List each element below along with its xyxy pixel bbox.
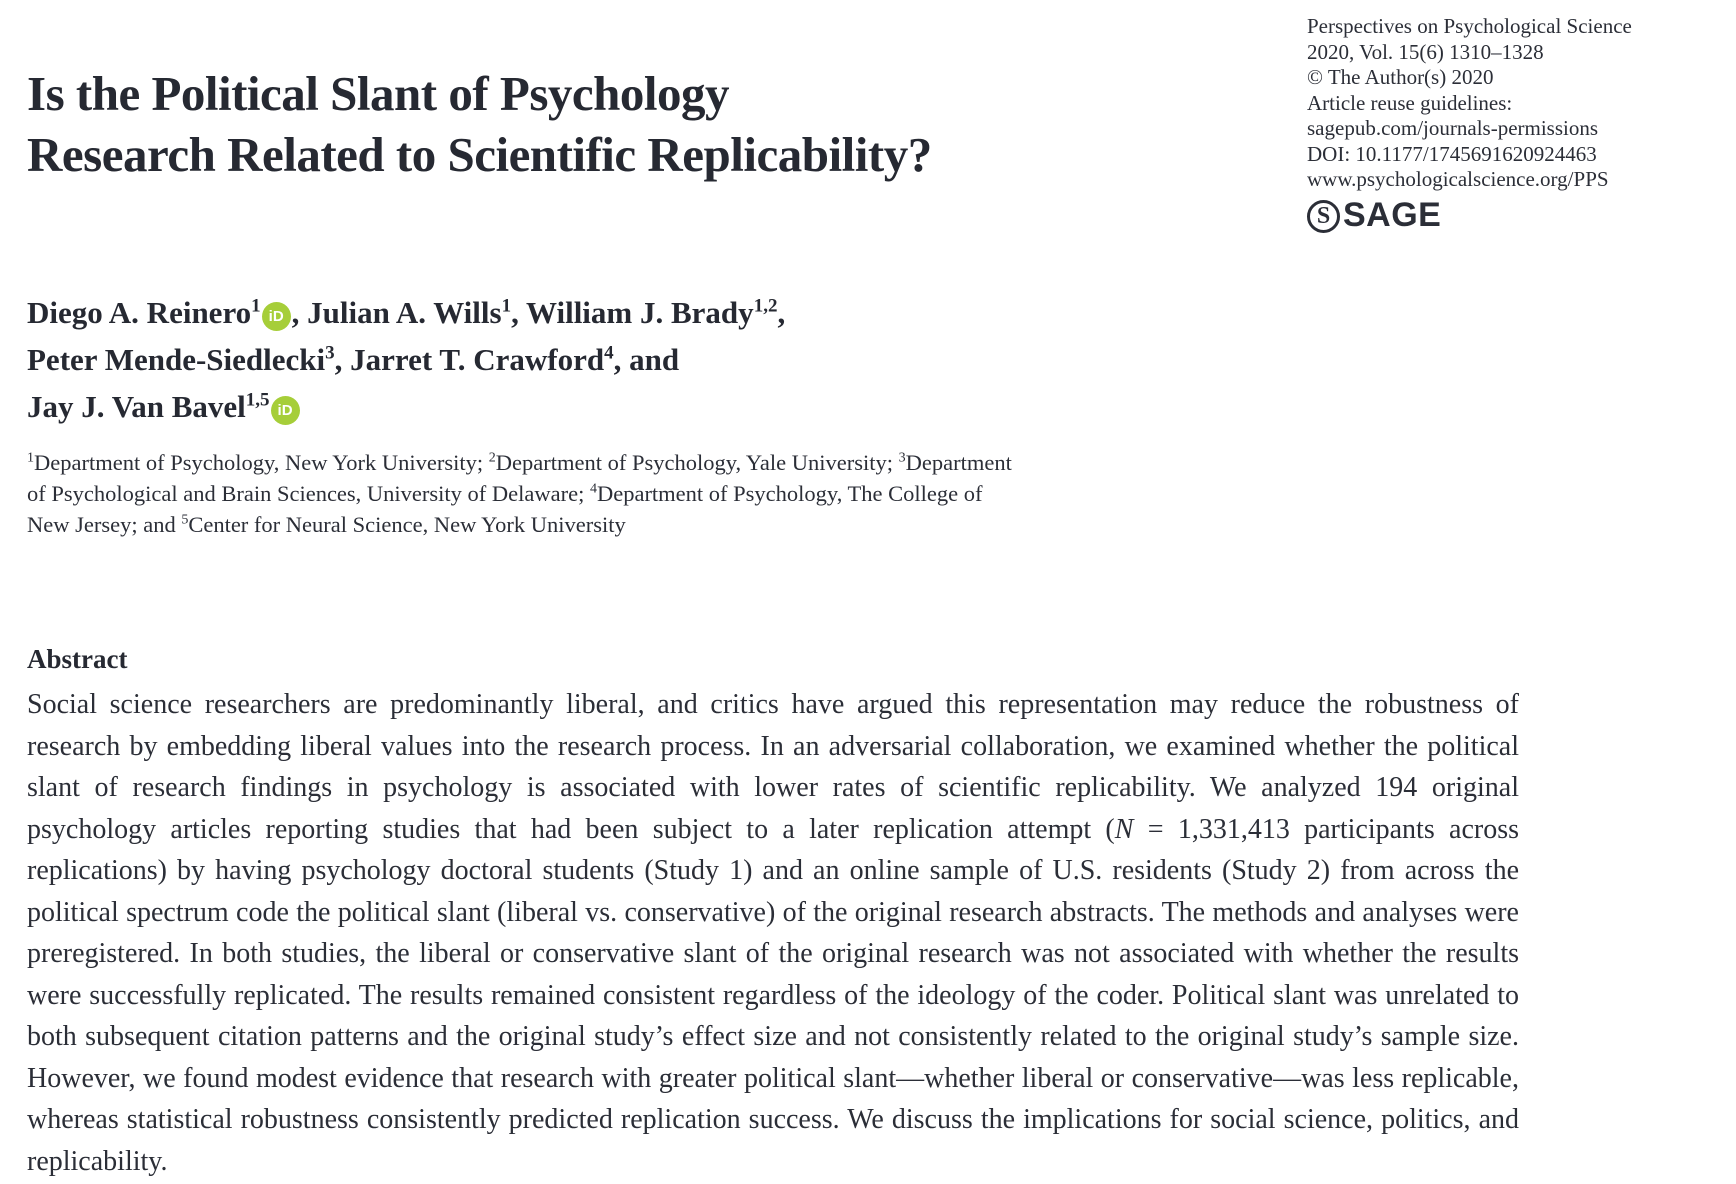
author-separator: , (511, 295, 527, 330)
affiliation-sup: 2 (488, 450, 496, 465)
author-name: Diego A. Reinero (27, 295, 252, 330)
journal-info-block (1307, 14, 1727, 233)
affiliation-list (27, 447, 1027, 540)
sage-logo (1307, 196, 1727, 235)
journal-volume: 2020, Vol. 15(6) 1310–1328 (1307, 39, 1544, 64)
author-separator: , (777, 295, 786, 330)
orcid-icon[interactable]: iD (271, 396, 300, 425)
author-affiliation-sup: 1 (251, 295, 261, 317)
affiliation-sup: 4 (589, 481, 597, 496)
author-affiliation-sup: 1 (501, 295, 512, 317)
author-list (27, 289, 1147, 430)
title-line: Is the Political Slant of Psychology (27, 65, 730, 121)
affiliation-text: Center for Neural Science, New York University (188, 511, 626, 537)
abstract-text (27, 684, 1519, 1182)
author-separator: , (334, 342, 351, 377)
author-name: Jay J. Van Bavel (27, 389, 246, 424)
author-affiliation-sup: 1,5 (245, 389, 270, 411)
author-affiliation-sup: 1,2 (753, 295, 778, 317)
journal-doi: DOI: 10.1177/1745691620924463 (1307, 141, 1597, 166)
author-separator: , (291, 295, 308, 330)
journal-copyright: © The Author(s) 2020 (1307, 65, 1494, 89)
abstract-segment: Social science researchers are predominantly liberal, and critics have argued this representation may reduce the robustness of research by embedding liberal values into the research process. In an adversarial collaboration, we examined whether the political slant of research findings in psychology is associated with lower rates of scientific replicability. We analyzed 194 original psychology articles reporting studies that had been subject to a later replication attempt ( (27, 689, 1519, 845)
abstract-section (27, 644, 1519, 1182)
affiliation-sup: 1 (27, 450, 34, 465)
journal-website-link[interactable]: www.psychologicalscience.org/PPS (1307, 167, 1609, 191)
author-separator: , and (613, 342, 680, 377)
title-line: Research Related to Scientific Replicability? (27, 126, 932, 182)
affiliation-sup: 5 (181, 512, 189, 527)
journal-reuse-label: Article reuse guidelines: (1307, 90, 1513, 115)
affiliation-text: Department of Psychology, Yale University; (495, 449, 899, 475)
sage-wordmark: SAGE (1343, 196, 1442, 235)
abstract-italic-term: N (1114, 813, 1134, 845)
author-affiliation-sup: 4 (604, 342, 614, 364)
affiliation-sup: 3 (898, 450, 906, 465)
abstract-segment: = 1,331,413 participants across replications) by having psychology doctoral students (Study 1) and an online sample of U.S. residents (Study 2) from across the political spectrum code the political slant (liberal vs. conservative) of the original research abstracts. The methods and analyses were preregistered. In both studies, the liberal or conservative slant of the original research was not associated with whether the results were successfully replicated. The results remained consistent regardless of the ideology of the coder. Political slant was unrelated to both subsequent citation patterns and the original study’s effect size and not consistently related to the original study’s sample size. However, we found modest evidence that research with greater political slant—whether liberal or conservative—was less replicable, whereas statistical robustness consistently predicted replication success. We discuss the implications for social science, politics, and replicability. (27, 813, 1520, 1177)
sage-s-icon: S (1307, 200, 1340, 233)
author-name: Jarret T. Crawford (350, 342, 605, 377)
affiliation-text: Department of Psychology, The College of New Jersey; and (27, 480, 983, 537)
journal-permissions-link[interactable]: sagepub.com/journals-permissions (1307, 116, 1599, 140)
author-name: Peter Mende-Siedlecki (27, 342, 326, 377)
author-affiliation-sup: 3 (325, 342, 335, 364)
author-name: Julian A. Wills (307, 295, 502, 330)
article-title (27, 63, 1197, 185)
author-name: William J. Brady (526, 295, 754, 330)
abstract-heading: Abstract (27, 644, 128, 674)
affiliation-text: Department of Psychology, New York University; (34, 449, 489, 475)
orcid-icon[interactable]: iD (262, 302, 291, 331)
journal-name: Perspectives on Psychological Science (1307, 14, 1632, 38)
affiliation-text: Department of Psychological and Brain Sciences, University of Delaware; (27, 449, 1012, 506)
